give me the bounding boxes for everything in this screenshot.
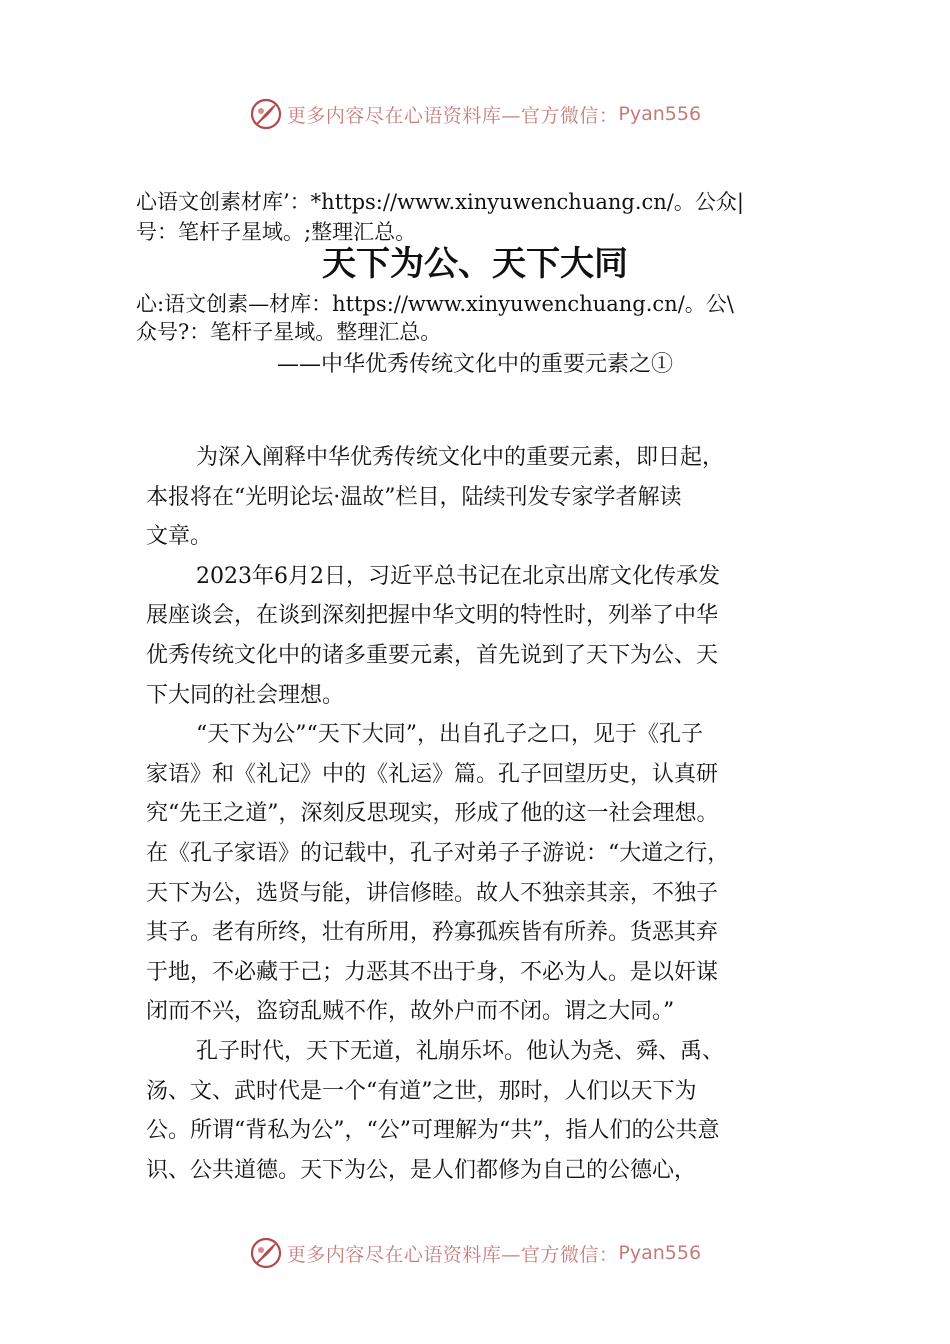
ad-line-4: 众号?：笔杆子星域。整理汇总。 xyxy=(136,320,442,344)
paragraph xyxy=(146,438,836,557)
paragraph xyxy=(146,557,836,715)
banner-text: 更多内容尽在心语资料库—官方微信： xyxy=(286,104,619,127)
paragraph-line: 识、公共道德。天下为公，是人们都修为自己的公德心， xyxy=(146,1157,697,1183)
paragraph-line: 为深入阐释中华优秀传统文化中的重要元素，即日起， xyxy=(196,445,725,470)
paragraph-line: 文章。 xyxy=(146,524,213,550)
paragraph-line: 本报将在“光明论坛·温故”栏目，陆续刊发专家学者解读 xyxy=(146,484,682,510)
paragraph-line: 家语》和《礼记》中的《礼运》篇。孔子回望历史，认真研 xyxy=(146,761,719,787)
paragraph-line: 展座谈会，在谈到深刻把握中华文明的特性时，列举了中华 xyxy=(146,603,719,629)
ad-line-2: 号：笔杆子星域。;整理汇总。 xyxy=(136,220,417,244)
article-title: 天下为公、天下大同 xyxy=(322,244,628,284)
paragraph-line: 公。所谓“背私为公”，“公”可理解为“共”，指人们的公共意 xyxy=(146,1118,720,1144)
paragraph-line: 孔子时代，天下无道，礼崩乐坏。他认为尧、舜、禹、 xyxy=(196,1038,725,1064)
paragraph-line: 天下为公，选贤与能，讲信修睦。故人不独亲其亲，不独子 xyxy=(146,880,719,906)
ad-line-1: 心语文创素材库’：*https://www.xinyuwenchuang.cn/。公众| xyxy=(136,190,744,214)
banner-wechat-id: Pyan556 xyxy=(618,1242,702,1264)
paragraph-line: 汤、文、武时代是一个“有道”之世，那时，人们以天下为 xyxy=(146,1078,697,1104)
paragraph-line: 优秀传统文化中的诸多重要元素，首先说到了天下为公、天 xyxy=(146,642,719,668)
paragraph-line: 于地，不必藏于己；力恶其不出于身，不必为人。是以奸谋 xyxy=(146,959,719,985)
paragraph xyxy=(146,1032,836,1190)
paragraph-line: 下大同的社会理想。 xyxy=(146,682,345,708)
footer-banner xyxy=(0,1233,950,1273)
paragraph-line: 究“先王之道”，深刻反思现实，形成了他的这一社会理想。 xyxy=(146,801,719,827)
article-subtitle: ——中华优秀传统文化中的重要元素之① xyxy=(276,352,673,377)
paragraph xyxy=(146,715,836,1032)
paragraph-line: 在《孔子家语》的记载中，孔子对弟子子游说：“大道之行， xyxy=(146,840,730,866)
banner-text: 更多内容尽在心语资料库—官方微信： xyxy=(286,1243,619,1266)
banner-wechat-id: Pyan556 xyxy=(618,103,702,125)
paragraph-line: “天下为公”“天下大同”，出自孔子之口，见于《孔子 xyxy=(196,722,703,748)
header-banner xyxy=(0,94,950,134)
quill-pen-seal-icon xyxy=(249,1236,283,1270)
paragraph-line: 其子。老有所终，壮有所用，矜寡孤疾皆有所养。货恶其弃 xyxy=(146,920,719,946)
paragraph-line: 闭而不兴，盗窃乱贼不作，故外户而不闭。谓之大同。” xyxy=(146,999,675,1025)
ad-line-3: 心:语文创素—材库：https://www.xinyuwenchuang.cn/。公\ xyxy=(136,292,734,316)
article-body xyxy=(146,438,836,1190)
quill-pen-seal-icon xyxy=(249,97,283,131)
paragraph-line: 2023年6月2日，习近平总书记在北京出席文化传承发 xyxy=(196,563,720,589)
